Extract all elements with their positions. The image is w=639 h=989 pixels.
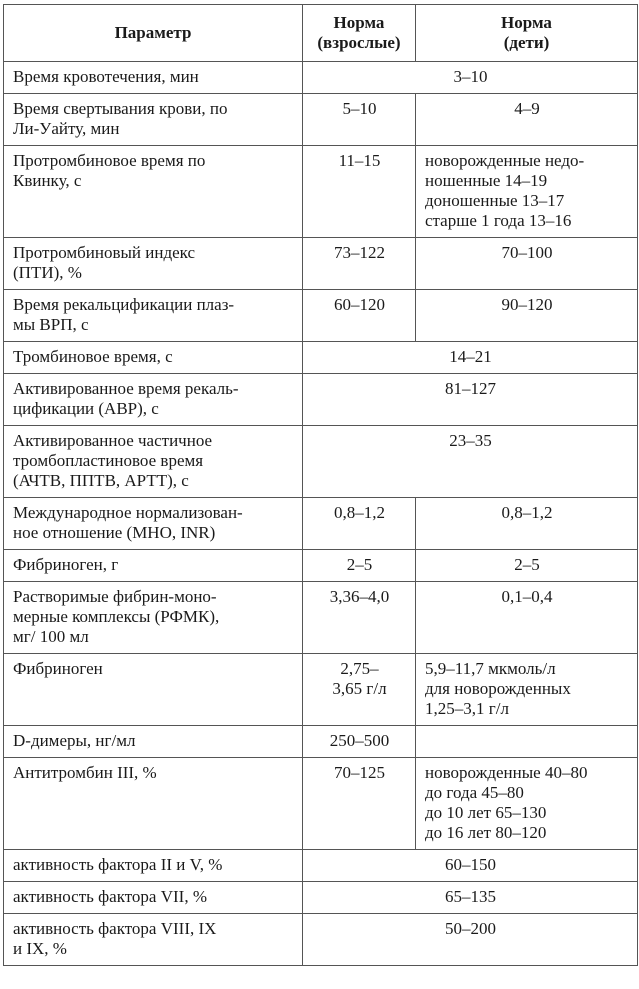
- adults-norm-value: 73–122: [334, 243, 385, 262]
- children-norm-value: новорожденные 40–80: [425, 763, 588, 782]
- norm-value: 3–10: [453, 67, 488, 86]
- parameter-text: мы ВРП, с: [13, 315, 89, 334]
- children-norm-value: 5,9–11,7 мкмоль/л: [425, 659, 556, 678]
- adults-norm-cell: [303, 726, 416, 758]
- parameter-cell: [4, 146, 303, 238]
- adults-norm-value: 0,8–1,2: [334, 503, 385, 522]
- parameter-text: Время кровотечения, мин: [13, 67, 199, 86]
- table-row: [4, 550, 638, 582]
- adults-norm-value: 2,75–: [340, 659, 379, 678]
- parameter-text: Активированное частичное: [13, 431, 213, 450]
- parameter-cell: [4, 726, 303, 758]
- adults-norm-value: 70–125: [334, 763, 385, 782]
- parameter-text: Тромбиновое время, с: [13, 347, 173, 366]
- merged-norm-cell: [303, 426, 638, 498]
- children-norm-value: 2–5: [514, 555, 540, 574]
- table-row: [4, 882, 638, 914]
- norm-value: 65–135: [445, 887, 496, 906]
- parameter-cell: [4, 426, 303, 498]
- parameter-text: (АЧТВ, ППТВ, АРТТ), с: [13, 471, 189, 490]
- adults-norm-value: 250–500: [329, 731, 390, 750]
- merged-norm-cell: [303, 62, 638, 94]
- parameter-cell: [4, 290, 303, 342]
- adults-norm-cell: [303, 94, 416, 146]
- children-norm-cell: [416, 238, 638, 290]
- children-norm-value: 90–120: [501, 295, 553, 314]
- merged-norm-cell: [303, 374, 638, 426]
- children-norm-value: 70–100: [501, 243, 553, 262]
- table-row: [4, 726, 638, 758]
- table-row: [4, 342, 638, 374]
- merged-norm-cell: [303, 882, 638, 914]
- children-norm-value: 0,1–0,4: [501, 587, 553, 606]
- children-norm-cell: [416, 654, 638, 726]
- adults-norm-cell: [303, 238, 416, 290]
- parameter-text: ное отношение (МНО, INR): [13, 523, 216, 542]
- header-children: [416, 5, 638, 62]
- children-norm-value: 0,8–1,2: [501, 503, 553, 522]
- coagulation-norms-table: [3, 4, 638, 966]
- parameter-text: Международное нормализован-: [13, 503, 243, 522]
- parameter-text: Активированное время рекаль-: [13, 379, 239, 398]
- parameter-text: Фибриноген: [13, 659, 103, 678]
- parameter-cell: [4, 94, 303, 146]
- parameter-text: тромбопластиновое время: [13, 451, 204, 470]
- adults-norm-value: 5–10: [342, 99, 377, 118]
- header-adults-line2: (взрослые): [317, 33, 401, 52]
- children-norm-value: 1,25–3,1 г/л: [425, 699, 509, 718]
- parameter-text: Фибриноген, г: [13, 555, 119, 574]
- adults-norm-cell: [303, 654, 416, 726]
- parameter-cell: [4, 758, 303, 850]
- adults-norm-value: 60–120: [334, 295, 385, 314]
- parameter-text: D-димеры, нг/мл: [13, 731, 136, 750]
- children-norm-cell: [416, 94, 638, 146]
- parameter-text: мерные комплексы (РФМК),: [13, 607, 220, 626]
- norm-value: 81–127: [445, 379, 496, 398]
- header-adults: [303, 5, 416, 62]
- merged-norm-cell: [303, 914, 638, 966]
- adults-norm-cell: [303, 290, 416, 342]
- parameter-text: активность фактора VIII, IX: [13, 919, 217, 938]
- table-row: [4, 94, 638, 146]
- parameter-text: Протромбиновый индекс: [13, 243, 196, 262]
- table-body: [4, 62, 638, 966]
- children-norm-value: до года 45–80: [425, 783, 524, 802]
- children-norm-cell: [416, 550, 638, 582]
- adults-norm-value: 2–5: [346, 555, 373, 574]
- table-row: [4, 758, 638, 850]
- adults-norm-cell: [303, 758, 416, 850]
- parameter-text: активность фактора VII, %: [13, 887, 207, 906]
- table-row: [4, 146, 638, 238]
- parameter-text: Квинку, с: [13, 171, 82, 190]
- children-norm-value: для новорожденных: [425, 679, 571, 698]
- children-norm-value: до 16 лет 80–120: [425, 823, 547, 842]
- parameter-cell: [4, 62, 303, 94]
- parameter-text: Время рекальцификации плаз-: [13, 295, 235, 314]
- header-children-line1: Норма: [501, 13, 552, 32]
- children-norm-cell: [416, 726, 638, 758]
- table-header-row: [4, 5, 638, 62]
- parameter-cell: [4, 374, 303, 426]
- parameter-text: Растворимые фибрин-моно-: [13, 587, 217, 606]
- parameter-text: Ли-Уайту, мин: [13, 119, 120, 138]
- parameter-cell: [4, 850, 303, 882]
- norm-value: 60–150: [445, 855, 496, 874]
- adults-norm-cell: [303, 498, 416, 550]
- adults-norm-cell: [303, 582, 416, 654]
- norm-value: 14–21: [449, 347, 492, 366]
- table-row: [4, 582, 638, 654]
- header-parameter: Параметр: [4, 5, 303, 62]
- adults-norm-cell: [303, 550, 416, 582]
- children-norm-value: до 10 лет 65–130: [425, 803, 547, 822]
- parameter-cell: [4, 882, 303, 914]
- children-norm-cell: [416, 498, 638, 550]
- children-norm-cell: [416, 146, 638, 238]
- parameter-text: Протромбиновое время по: [13, 151, 206, 170]
- table-row: [4, 238, 638, 290]
- parameter-text: (ПТИ), %: [13, 263, 82, 282]
- parameter-cell: [4, 342, 303, 374]
- parameter-text: Время свертывания крови, по: [13, 99, 228, 118]
- children-norm-value: старше 1 года 13–16: [425, 211, 572, 230]
- table-row: [4, 498, 638, 550]
- children-norm-value: 4–9: [514, 99, 540, 118]
- children-norm-value: новорожденные недо-: [425, 151, 585, 170]
- parameter-text: активность фактора II и V, %: [13, 855, 223, 874]
- norm-value: 50–200: [445, 919, 496, 938]
- parameter-text: и IX, %: [13, 939, 67, 958]
- children-norm-cell: [416, 758, 638, 850]
- parameter-cell: [4, 498, 303, 550]
- parameter-text: цификации (АВР), с: [13, 399, 159, 418]
- merged-norm-cell: [303, 850, 638, 882]
- adults-norm-cell: [303, 146, 416, 238]
- table-row: [4, 426, 638, 498]
- table-row: [4, 850, 638, 882]
- children-norm-value: доношенные 13–17: [425, 191, 565, 210]
- parameter-cell: [4, 550, 303, 582]
- merged-norm-cell: [303, 342, 638, 374]
- children-norm-value: ношенные 14–19: [425, 171, 548, 190]
- parameter-cell: [4, 238, 303, 290]
- header-children-line2: (дети): [503, 33, 550, 52]
- parameter-cell: [4, 582, 303, 654]
- table-row: [4, 290, 638, 342]
- adults-norm-value: 11–15: [338, 151, 381, 170]
- children-norm-cell: [416, 290, 638, 342]
- parameter-text: Антитромбин III, %: [13, 763, 157, 782]
- adults-norm-value: 3,36–4,0: [329, 587, 390, 606]
- table-row: [4, 654, 638, 726]
- header-adults-line1: Норма: [333, 13, 385, 32]
- adults-norm-value: 3,65 г/л: [332, 679, 387, 698]
- table-row: [4, 374, 638, 426]
- children-norm-cell: [416, 582, 638, 654]
- parameter-cell: [4, 654, 303, 726]
- table-row: [4, 914, 638, 966]
- parameter-text: мг/ 100 мл: [13, 627, 89, 646]
- parameter-cell: [4, 914, 303, 966]
- norm-value: 23–35: [449, 431, 492, 450]
- table-row: [4, 62, 638, 94]
